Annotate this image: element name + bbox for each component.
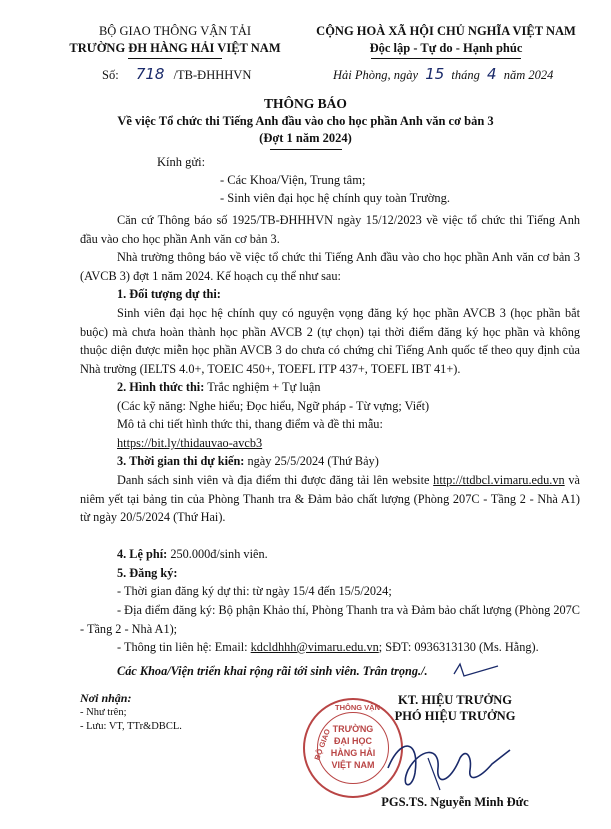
place-date: [333, 65, 553, 83]
section-2-line: [117, 378, 321, 397]
closing-line: Các Khoa/Viện triển khai rộng rãi tới sinh viên. Trân trọng./.: [117, 664, 428, 678]
contact-phone: ; SĐT: 0936313130 (Ms. Hằng).: [378, 640, 539, 654]
initial-mark: [452, 660, 502, 680]
contact-prefix: - Thông tin liên hệ: Email:: [117, 640, 248, 654]
country-name: CỘNG HOÀ XÃ HỘI CHỦ NGHĨA VIỆT NAM: [316, 24, 576, 38]
notice-subject: Về việc Tổ chức thi Tiếng Anh đầu vào cho học phần Anh văn cơ bản 3: [117, 114, 494, 128]
section-2-value: Trắc nghiệm + Tự luận: [207, 380, 321, 394]
university-name: TRƯỜNG ĐH HÀNG HẢI VIỆT NAM: [69, 41, 281, 55]
section-3-body-b: và niêm yết tại bảng tin của Phòng Thanh tra & Đảm bảo chất lượng (Phòng 207C - Tầng 2 - Nhà A1) từ ngày 20/5/2024 (Thứ Hai).: [80, 473, 580, 525]
website-link[interactable]: http://ttdbcl.vimaru.edu.vn: [433, 473, 565, 487]
section-3-value: ngày 25/5/2024 (Thứ Bảy): [247, 454, 379, 468]
contact-email-link[interactable]: kdcldhhh@vimaru.edu.vn: [250, 640, 379, 654]
greeting-label: Kính gửi:: [157, 155, 206, 169]
number-label: Số:: [102, 68, 119, 82]
recipients-label: Nơi nhận:: [80, 691, 132, 705]
paragraph-basis: Căn cứ Thông báo số 1925/TB-ĐHHHVN ngày 15/12/2023 về việc tổ chức thi Tiếng Anh đầu vào cho học phần Anh văn cơ bản 3.: [80, 213, 580, 246]
recipient-line: - Sinh viên đại học hệ chính quy toàn Trường.: [220, 191, 451, 205]
title-rule: [270, 149, 342, 150]
date-month: 4: [487, 65, 497, 83]
handwritten-signature: [380, 728, 520, 798]
section-1-title: 1. Đối tượng dự thi:: [117, 287, 221, 301]
header-left-rule: [128, 58, 222, 59]
section-3-body: [80, 471, 580, 527]
section-1-body: Sinh viên đại học hệ chính quy có nguyện vọng đăng ký học phần AVCB 3 (học phần bắt buộc) mà chưa hoàn thành học phần AVCB 2 (tự chọn) tại thời điểm đăng ký học phần và không thuộc diện được miễn học phần AVCB 3 do chưa có chứng chỉ Tiếng Anh quốc tế theo quy định của Nhà trường (IELTS 4.0+, TOEIC 450+, TOEFL ITP 437+, TOEFL IBT 41+).: [80, 306, 580, 376]
section-4-title: 4. Lệ phí:: [117, 547, 168, 561]
number-value: 718: [135, 65, 165, 83]
year-label: năm 2024: [503, 68, 554, 82]
section-3-body-a: Danh sách sinh viên và địa điểm thi được đăng tải lên website: [117, 473, 430, 487]
section-4-value: 250.000đ/sinh viên.: [170, 547, 268, 561]
notice-heading: THÔNG BÁO: [264, 96, 347, 111]
registration-place: - Địa điểm đăng ký: Bộ phận Khảo thí, Phòng Thanh tra và Đảm bảo chất lượng (Phòng 207C - Tầng 2 - Nhà A1);: [80, 603, 580, 636]
ministry-name: BỘ GIAO THÔNG VẬN TẢI: [98, 24, 252, 38]
notice-round: (Đợt 1 năm 2024): [259, 131, 352, 145]
paragraph-intro: Nhà trường thông báo về việc tổ chức thi Tiếng Anh đầu vào cho học phần Anh văn cơ bản 3 (AVCB 3) đợt 1 năm 2024. Kế hoạch cụ thể như sau:: [80, 250, 580, 283]
contact-line: [117, 638, 539, 657]
section-2-skills: (Các kỹ năng: Nghe hiểu; Đọc hiểu, Ngữ pháp - Từ vựng; Viết): [117, 399, 430, 413]
sample-test-link[interactable]: https://bit.ly/thidauvao-avcb3: [117, 436, 263, 450]
seal-line: ĐẠI HỌC: [334, 736, 372, 746]
month-label: tháng: [451, 68, 480, 82]
document-number: [102, 65, 251, 83]
registration-time: - Thời gian đăng ký dự thi: từ ngày 15/4 đến 15/5/2024;: [117, 584, 392, 598]
section-4-line: [117, 545, 268, 564]
section-3-line: [117, 452, 379, 471]
section-5-title: 5. Đăng ký:: [117, 566, 178, 580]
place-date-prefix: Hải Phòng, ngày: [333, 68, 419, 82]
national-motto: Độc lập - Tự do - Hạnh phúc: [369, 41, 523, 55]
seal-ring-top: THÔNG VẬN: [335, 703, 380, 712]
seal-line: TRƯỜNG: [332, 724, 374, 734]
seal-ring-left: BỘ GIAO: [312, 727, 333, 762]
recipients-item: - Lưu: VT, TTr&DBCL.: [80, 721, 182, 732]
date-day: 15: [425, 65, 445, 83]
seal-line: HÀNG HẢI: [330, 748, 376, 758]
section-2-description: Mô tả chi tiết hình thức thi, thang điểm và đề thi mẫu:: [117, 417, 383, 431]
section-2-title: 2. Hình thức thi:: [117, 380, 205, 394]
section-3-title: 3. Thời gian thi dự kiến:: [117, 454, 245, 468]
recipients-item: - Như trên;: [80, 707, 127, 718]
recipient-line: - Các Khoa/Viện, Trung tâm;: [220, 173, 366, 187]
signatory-name: PGS.TS. Nguyễn Minh Đức: [381, 795, 529, 809]
header-right-rule: [371, 58, 521, 59]
signature-position: PHÓ HIỆU TRƯỞNG: [394, 709, 516, 723]
number-suffix: /TB-ĐHHHVN: [173, 68, 252, 82]
signature-on-behalf: KT. HIỆU TRƯỞNG: [397, 693, 513, 707]
seal-line: VIỆT NAM: [331, 760, 375, 770]
